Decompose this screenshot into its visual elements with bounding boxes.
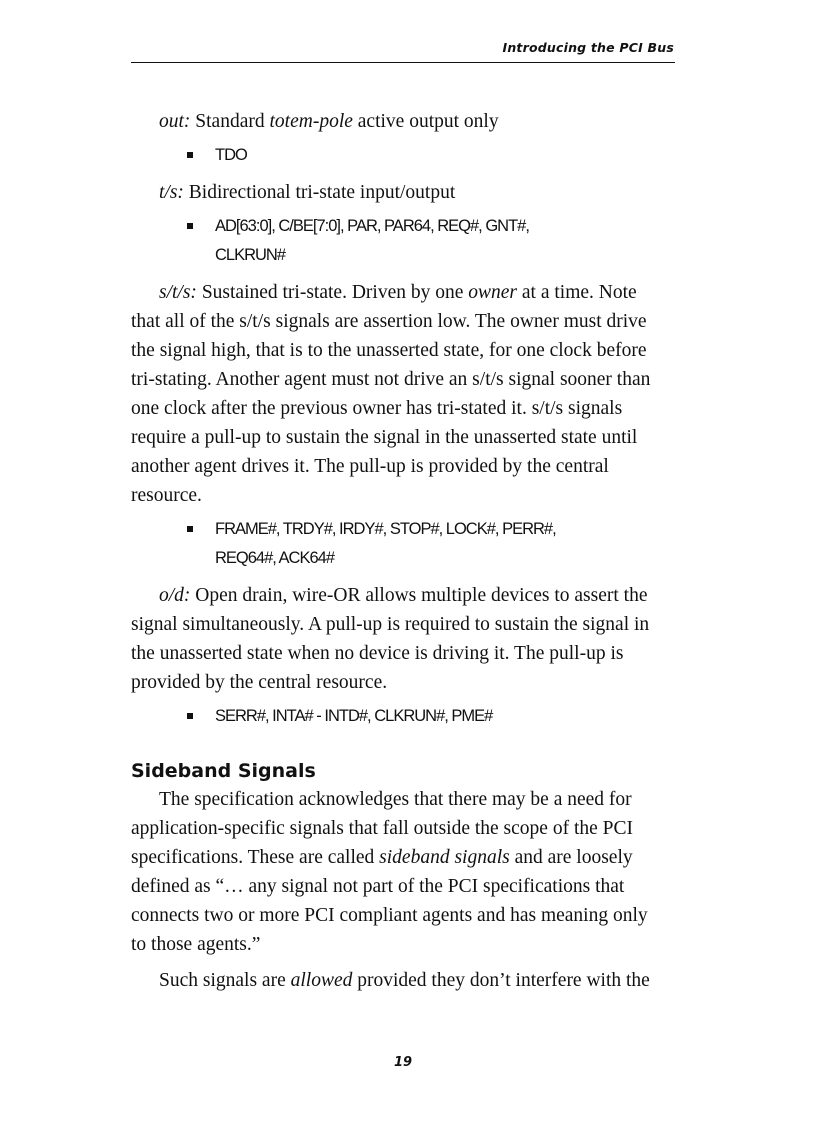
- page-number: 19: [393, 1055, 413, 1070]
- pin-list-od: SERR#, INTA# - INTD#, CLKRUN#, PME#: [131, 702, 661, 731]
- signal-term: t/s:: [159, 182, 184, 203]
- bullet-square-icon: [187, 152, 193, 158]
- signal-term: out:: [159, 111, 191, 132]
- pin-list-ts: AD[63:0], C/BE[7:0], PAR, PAR64, REQ#, GNT#, CLKRUN#: [131, 212, 661, 270]
- signal-def-od: o/d: Open drain, wire-OR allows multiple devices to assert the signal simultaneously. A pull-up is required to sustain the signal in the unasserted state when no device is driving it. The pull-up is provided by the central resource.: [131, 585, 650, 693]
- signal-def-ts: t/s: Bidirectional tri-state input/output: [159, 182, 456, 203]
- pin-list-sts: FRAME#, TRDY#, IRDY#, STOP#, LOCK#, PERR#, REQ64#, ACK64#: [131, 515, 661, 573]
- signal-term: s/t/s:: [159, 282, 197, 303]
- bullet-square-icon: [187, 713, 193, 719]
- signal-def-out: out: Standard totem-pole active output only: [159, 111, 499, 132]
- page-body: [131, 107, 661, 995]
- bullet-square-icon: [187, 526, 193, 532]
- pin-list-out: TDO: [131, 141, 661, 170]
- sideband-paragraph-2: Such signals are allowed provided they don’t interfere with the: [159, 970, 650, 991]
- sideband-paragraph-1: The specification acknowledges that there may be a need for application-specific signals that fall outside the scope of the PCI specifications. These are called sideband signals and are loosely defined as “… any signal not part of the PCI specifications that connects two or more PCI compliant agents and has meaning only to those agents.”: [131, 789, 648, 955]
- signal-def-sts: s/t/s: Sustained tri-state. Driven by one owner at a time. Note that all of the s/t/s signals are assertion low. The owner must drive the signal high, that is to the unasserted state, for one clock before tri-stating. Another agent must not drive an s/t/s signal sooner than one clock after the previous owner has tri-stated it. s/t/s signals require a pull-up to sustain the signal in the unasserted state until another agent drives it. The pull-up is provided by the central resource.: [131, 282, 651, 506]
- bullet-square-icon: [187, 223, 193, 229]
- header-rule: [131, 62, 675, 63]
- section-heading: Sideband Signals: [131, 760, 316, 782]
- signal-term: o/d:: [159, 585, 191, 606]
- running-head: Introducing the PCI Bus: [502, 40, 674, 55]
